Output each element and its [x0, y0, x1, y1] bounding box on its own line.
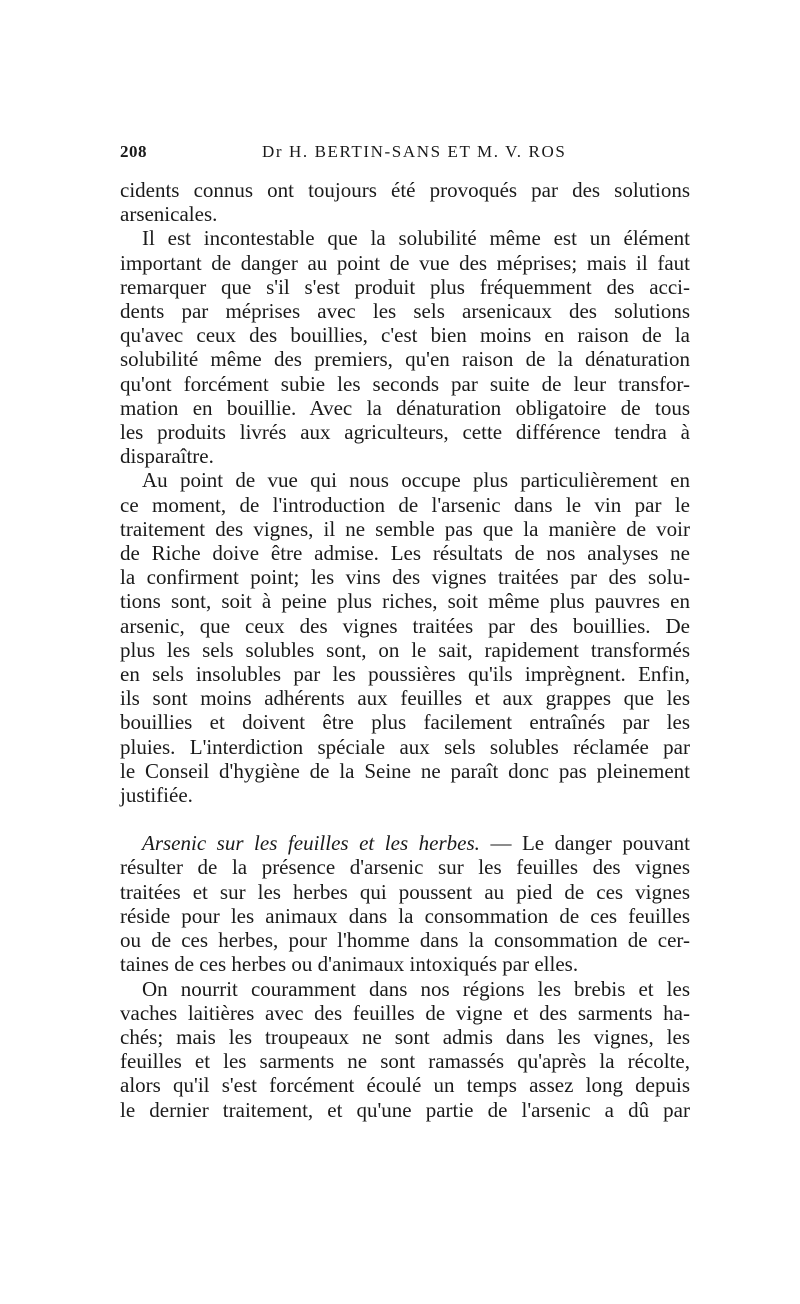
text-line: dents par méprises avec les sels arsenicaux des solutions: [120, 299, 690, 324]
page-header: [120, 142, 690, 168]
text-line: résulter de la présence d'arsenic sur les feuilles des vignes: [120, 855, 690, 880]
text-line: qu'avec ceux des bouillies, c'est bien moins en raison de la: [120, 323, 690, 348]
text-line: traitées et sur les herbes qui poussent au pied de ces vignes: [120, 879, 690, 904]
text-line: plus les sels solubles sont, on le sait, rapidement transformés: [120, 637, 690, 662]
text-line: arsenicales.: [120, 202, 218, 227]
text-line: de Riche doive être admise. Les résultats de nos analyses ne: [120, 541, 690, 566]
paragraph: [120, 226, 690, 468]
text-line: vaches laitières avec des feuilles de vigne et des sarments ha-: [120, 1000, 690, 1025]
text-line: tions sont, soit à peine plus riches, soit même plus pauvres en: [120, 589, 690, 614]
text-line: justifiée.: [120, 783, 193, 808]
text-line: ou de ces herbes, pour l'homme dans la consommation de cer-: [120, 928, 690, 953]
page-number: 208: [120, 142, 147, 161]
text-line: chés; mais les troupeaux ne sont admis dans les vignes, les: [120, 1024, 690, 1049]
running-head: Dr H. BERTIN-SANS ET M. V. ROS: [262, 142, 567, 161]
text-line: arsenic, que ceux des vignes traitées par des bouillies. De: [120, 613, 690, 638]
text-line: pluies. L'interdiction spéciale aux sels solubles réclamée par: [120, 734, 690, 759]
paragraph: [120, 977, 690, 1122]
text-line: le Conseil d'hygiène de la Seine ne paraît donc pas pleinement: [120, 758, 690, 783]
text-line: réside pour les animaux dans la consommation de ces feuilles: [120, 903, 690, 928]
text-line: solubilité même des premiers, qu'en raison de la dénaturation: [120, 347, 690, 372]
section-first-line-rest: — Le danger pouvant: [479, 831, 690, 856]
text-line: en sels insolubles par les poussières qu'ils imprègnent. Enfin,: [120, 662, 690, 687]
text-line: On nourrit couramment dans nos régions les brebis et les: [142, 976, 690, 1001]
section-gap: [120, 807, 690, 831]
text-line: ils sont moins adhérents aux feuilles et aux grappes que les: [120, 686, 690, 711]
text-line: traitement des vignes, il ne semble pas que la manière de voir: [120, 516, 690, 541]
text-line: le dernier traitement, et qu'une partie de l'arsenic a dû par: [120, 1097, 690, 1122]
text-line: ce moment, de l'introduction de l'arsenic dans le vin par le: [120, 492, 690, 517]
section-first-line: [120, 831, 690, 855]
text-line: Au point de vue qui nous occupe plus particulièrement en: [142, 468, 690, 493]
text-line: bouillies et doivent être plus facilement entraînés par les: [120, 710, 690, 735]
text-line: la confirment point; les vins des vignes traitées par des solu-: [120, 565, 690, 590]
text-line: Il est incontestable que la solubilité même est un élément: [142, 226, 690, 251]
text-line: feuilles et les sarments ne sont ramassés qu'après la récolte,: [120, 1049, 690, 1074]
text-line: qu'ont forcément subie les seconds par suite de leur transfor-: [120, 371, 690, 396]
text-line: taines de ces herbes ou d'animaux intoxiqués par elles.: [120, 952, 579, 977]
text-line: disparaître.: [120, 444, 214, 469]
paragraph: [120, 178, 690, 226]
paragraph: [120, 468, 690, 807]
section-title: Arsenic sur les feuilles et les herbes.: [142, 831, 480, 856]
text-line: important de danger au point de vue des méprises; mais il faut: [120, 250, 690, 275]
text-line: mation en bouillie. Avec la dénaturation obligatoire de tous: [120, 395, 690, 420]
text-line: remarquer que s'il s'est produit plus fréquemment des acci-: [120, 274, 690, 299]
text-line: cidents connus ont toujours été provoqués par des solutions: [120, 178, 690, 202]
body-text: [120, 178, 690, 1122]
text-line: alors qu'il s'est forcément écoulé un temps assez long depuis: [120, 1073, 690, 1098]
section-paragraph: [120, 831, 690, 976]
text-line: les produits livrés aux agriculteurs, cette différence tendra à: [120, 420, 690, 445]
